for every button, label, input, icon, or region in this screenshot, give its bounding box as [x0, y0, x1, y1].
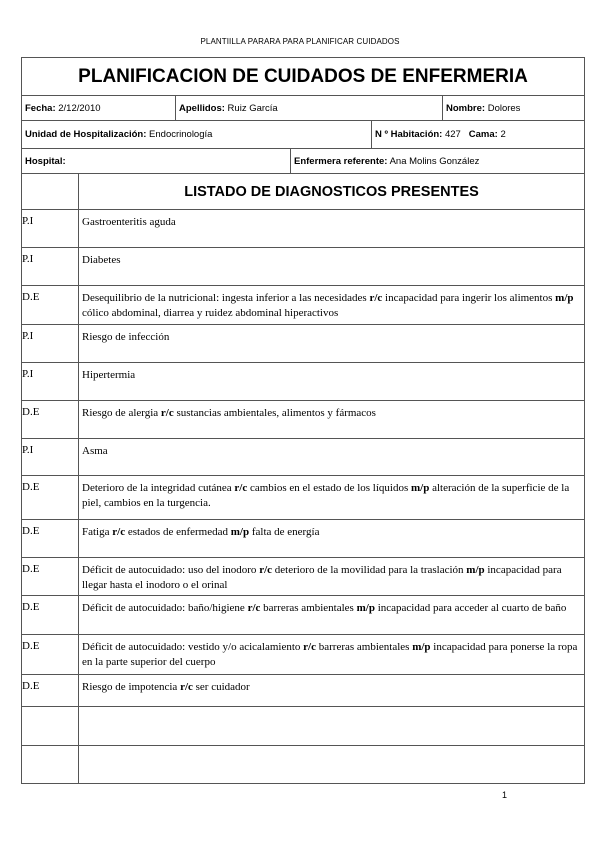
diagnosis-text-part: alteración de la superficie de la piel, cambios en la turgencia.	[82, 482, 570, 509]
diagnosis-row	[22, 520, 585, 558]
diagnosis-text-part: incapacidad para llegar hasta el inodoro o el orinal	[82, 564, 562, 591]
nombre-label: Nombre:	[446, 102, 486, 114]
diagnosis-text-part: Déficit de autocuidado: vestido y/o acicalamiento	[82, 641, 304, 653]
diagnosis-connector: r/c	[247, 602, 261, 614]
habitacion-label: N º Habitación:	[375, 129, 443, 140]
diagnosis-row	[22, 325, 585, 363]
diagnosis-connector: r/c	[303, 641, 316, 653]
diagnosis-connector: m/p	[356, 602, 375, 614]
diagnosis-text-part: Asma	[82, 445, 108, 457]
diagnosis-connector: m/p	[412, 641, 431, 653]
fecha-value: 2/12/2010	[55, 102, 101, 114]
fecha-field	[22, 96, 176, 121]
diagnosis-connector: r/c	[234, 482, 248, 494]
diagnosis-text	[79, 635, 585, 675]
diagnosis-text-part: incapacidad para acceder al cuarto de baño	[374, 602, 567, 614]
diagnosis-text-part: Riesgo de impotencia	[82, 681, 181, 693]
diagnosis-text-part: Déficit de autocuidado: baño/higiene	[82, 602, 248, 614]
fecha-label: Fecha:	[25, 102, 56, 114]
apellidos-field	[176, 96, 443, 121]
diagnosis-code: D.E	[22, 635, 79, 675]
diagnosis-code: P.I	[22, 439, 79, 476]
care-plan-form	[21, 57, 585, 784]
diagnosis-code	[22, 746, 79, 784]
diagnosis-connector: r/c	[259, 564, 273, 576]
enfermera-field	[291, 149, 585, 174]
diagnosis-text-part: cambios en el estado de los líquidos	[247, 482, 411, 494]
nombre-value: Dolores	[485, 102, 521, 114]
diagnosis-text-part: Diabetes	[82, 254, 121, 266]
unidad-field	[22, 121, 372, 149]
diagnosis-row	[22, 439, 585, 476]
diagnosis-text-part: ser cuidador	[192, 681, 250, 693]
diagnosis-row	[22, 596, 585, 635]
diagnosis-row	[22, 675, 585, 707]
cama-label: Cama:	[468, 129, 498, 140]
diagnosis-code: D.E	[22, 675, 79, 707]
diagnosis-text	[79, 363, 585, 401]
list-title-spacer	[22, 174, 79, 210]
diagnosis-row	[22, 286, 585, 325]
diagnoses-list-title: LISTADO DE DIAGNOSTICOS PRESENTES	[79, 174, 585, 210]
diagnosis-code: P.I	[22, 248, 79, 286]
diagnosis-code: D.E	[22, 596, 79, 635]
diagnosis-connector: r/c	[112, 526, 126, 538]
diagnosis-text	[79, 325, 585, 363]
page-number: 1	[502, 790, 508, 800]
diagnosis-code: D.E	[22, 520, 79, 558]
diagnosis-row	[22, 707, 585, 746]
hospital-label: Hospital:	[25, 155, 66, 167]
habitacion-field	[372, 121, 585, 149]
diagnosis-code: P.I	[22, 210, 79, 248]
form-title: PLANIFICACION DE CUIDADOS DE ENFERMERIA	[22, 58, 585, 96]
diagnosis-text-part: Fatiga	[82, 526, 113, 538]
nombre-field	[443, 96, 585, 121]
unidad-value: Endocrinología	[146, 129, 213, 140]
diagnoses-list	[22, 210, 585, 784]
diagnosis-code	[22, 707, 79, 746]
diagnosis-row	[22, 635, 585, 675]
diagnosis-text-part: Deterioro de la integridad cutánea	[82, 482, 235, 494]
diagnosis-row	[22, 476, 585, 520]
hospital-field	[22, 149, 291, 174]
diagnosis-row	[22, 558, 585, 596]
enfermera-value: Ana Molins González	[387, 155, 480, 167]
diagnosis-text	[79, 248, 585, 286]
unidad-label: Unidad de Hospitalización:	[25, 129, 147, 140]
diagnosis-text-part: incapacidad para ponerse la ropa en la parte superior del cuerpo	[82, 641, 578, 668]
diagnosis-row	[22, 746, 585, 784]
diagnosis-connector: r/c	[160, 407, 174, 419]
apellidos-value: Ruiz García	[224, 102, 278, 114]
diagnosis-text	[79, 401, 585, 439]
diagnosis-text-part: Desequilibrio de la nutricional: ingesta inferior a las necesidades	[82, 292, 370, 304]
habitacion-value: 427	[442, 129, 461, 140]
diagnosis-connector: m/p	[410, 482, 430, 494]
diagnosis-text	[79, 707, 585, 746]
diagnosis-code: P.I	[22, 363, 79, 401]
diagnosis-text-part: Gastroenteritis aguda	[82, 216, 176, 228]
cama-value: 2	[497, 129, 506, 140]
diagnosis-code: D.E	[22, 401, 79, 439]
diagnosis-text	[79, 596, 585, 635]
diagnosis-text-part: barreras ambientales	[315, 641, 413, 653]
diagnosis-text	[79, 746, 585, 784]
diagnosis-code: D.E	[22, 286, 79, 325]
diagnosis-text-part: incapacidad para ingerir los alimentos	[382, 292, 556, 304]
diagnosis-text-part: falta de energía	[249, 526, 320, 538]
diagnosis-text-part: Hipertermia	[82, 369, 136, 381]
diagnosis-text	[79, 286, 585, 325]
diagnosis-row	[22, 401, 585, 439]
diagnosis-row	[22, 248, 585, 286]
diagnosis-text	[79, 439, 585, 476]
diagnosis-row	[22, 210, 585, 248]
diagnosis-text-part: deterioro de la movilidad para la traslación	[272, 564, 467, 576]
diagnosis-connector: m/p	[555, 292, 574, 304]
enfermera-label: Enfermera referente:	[294, 155, 388, 167]
apellidos-label: Apellidos:	[179, 102, 225, 114]
diagnosis-connector: r/c	[369, 292, 383, 304]
diagnosis-text-part: sustancias ambientales, alimentos y fármacos	[173, 407, 376, 419]
diagnosis-text-part: cólico abdominal, diarrea y ruidez abdominal hiperactivos	[82, 307, 339, 319]
diagnosis-code: P.I	[22, 325, 79, 363]
diagnosis-text-part: barreras ambientales	[260, 602, 357, 614]
diagnosis-connector: m/p	[230, 526, 250, 538]
diagnosis-text	[79, 476, 585, 520]
diagnosis-connector: r/c	[180, 681, 193, 693]
diagnosis-text-part: Riesgo de infección	[82, 331, 170, 343]
diagnosis-text-part: estados de enfermedad	[125, 526, 231, 538]
diagnosis-text	[79, 558, 585, 596]
diagnosis-code: D.E	[22, 558, 79, 596]
diagnosis-connector: m/p	[466, 564, 485, 576]
page-header: PLANTIILLA PARARA PARA PLANIFICAR CUIDADOS	[200, 37, 400, 46]
diagnosis-text	[79, 520, 585, 558]
diagnosis-row	[22, 363, 585, 401]
diagnosis-code: D.E	[22, 476, 79, 520]
diagnosis-text-part: Déficit de autocuidado: uso del inodoro	[82, 564, 260, 576]
diagnosis-text	[79, 675, 585, 707]
diagnosis-text	[79, 210, 585, 248]
diagnosis-text-part: Riesgo de alergia	[82, 407, 161, 419]
